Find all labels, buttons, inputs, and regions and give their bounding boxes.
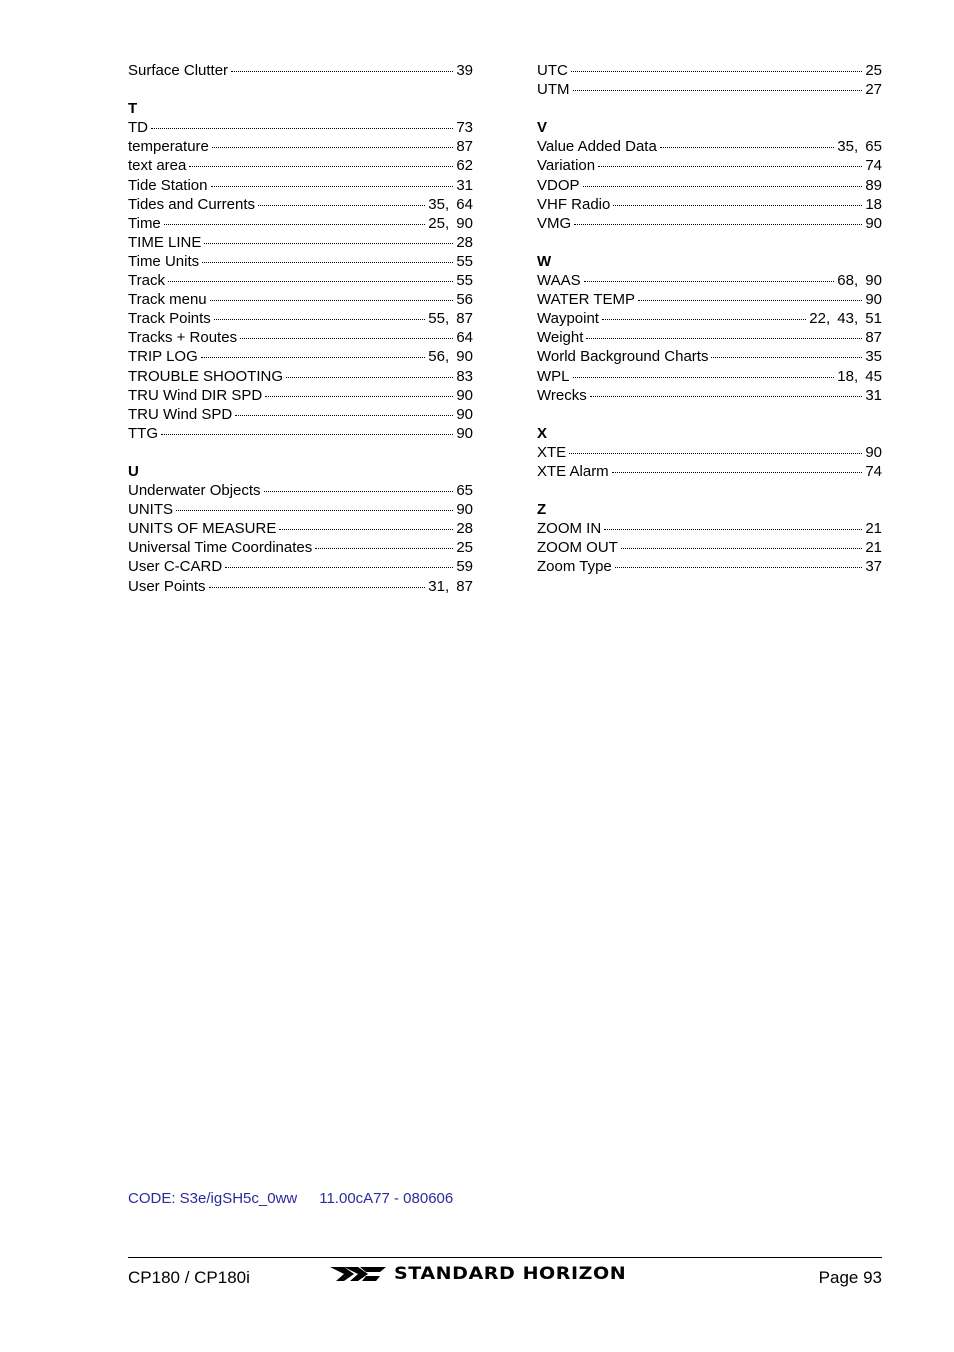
page-number: Page 93 bbox=[818, 1268, 882, 1287]
index-page-numbers: 55 bbox=[456, 272, 473, 290]
index-term: WAAS bbox=[537, 272, 581, 290]
index-page-numbers: 35, 64 bbox=[428, 195, 473, 213]
index-term: Time bbox=[128, 214, 161, 232]
dot-leader bbox=[204, 243, 453, 244]
index-page-numbers: 35, 65 bbox=[837, 138, 882, 156]
dot-leader bbox=[161, 434, 453, 435]
dot-leader bbox=[214, 319, 425, 320]
section-spacer bbox=[128, 80, 473, 99]
dot-leader bbox=[660, 147, 834, 148]
dot-leader bbox=[151, 128, 453, 129]
index-entry bbox=[537, 538, 882, 557]
index-term: Weight bbox=[537, 329, 584, 347]
index-section-letter: W bbox=[537, 252, 552, 270]
index-entry bbox=[128, 538, 473, 557]
index-page-numbers: 55 bbox=[456, 252, 473, 270]
index-page-numbers: 59 bbox=[456, 558, 473, 576]
index-term: VMG bbox=[537, 214, 572, 232]
index-term: Waypoint bbox=[537, 310, 599, 328]
index-page-numbers: 25 bbox=[456, 539, 473, 557]
index-entry bbox=[537, 309, 882, 328]
dot-leader bbox=[202, 262, 453, 263]
index-page-numbers: 21 bbox=[865, 539, 882, 557]
dot-leader bbox=[210, 300, 454, 301]
dot-leader bbox=[711, 357, 862, 358]
index-page-numbers: 31 bbox=[456, 176, 473, 194]
index-term: Tides and Currents bbox=[128, 195, 256, 213]
index-entry bbox=[537, 328, 882, 347]
section-spacer bbox=[537, 405, 882, 424]
index-term: Variation bbox=[537, 157, 596, 175]
dot-leader bbox=[240, 338, 453, 339]
index-page-numbers: 74 bbox=[865, 157, 882, 175]
index-entry bbox=[537, 462, 882, 481]
index-term: Track menu bbox=[128, 291, 207, 309]
index-page-numbers: 62 bbox=[456, 157, 473, 175]
index-term: Time Units bbox=[128, 252, 200, 270]
index-term: Value Added Data bbox=[537, 138, 657, 156]
index-page-numbers: 65 bbox=[456, 482, 473, 500]
dot-leader bbox=[168, 281, 453, 282]
index-term: UTC bbox=[537, 62, 568, 79]
index-entry bbox=[128, 386, 473, 405]
dot-leader bbox=[590, 396, 863, 397]
index-page-numbers: 90 bbox=[865, 214, 882, 232]
index-term: Track Points bbox=[128, 310, 211, 328]
index-page-numbers: 90 bbox=[456, 386, 473, 404]
index-entry bbox=[537, 386, 882, 405]
dot-leader bbox=[598, 166, 862, 167]
index-term: Track bbox=[128, 272, 165, 290]
dot-leader bbox=[621, 548, 862, 549]
dot-leader bbox=[573, 90, 863, 91]
index-column-right bbox=[537, 61, 882, 577]
index-section-letter: Z bbox=[537, 501, 547, 519]
index-page-numbers: 83 bbox=[456, 367, 473, 385]
index-page-numbers: 18 bbox=[865, 195, 882, 213]
index-term: Universal Time Coordinates bbox=[128, 539, 313, 557]
index-entry bbox=[537, 156, 882, 175]
dot-leader bbox=[584, 281, 835, 282]
index-term: VHF Radio bbox=[537, 195, 611, 213]
document-code-line bbox=[128, 1190, 453, 1207]
index-page-numbers: 90 bbox=[865, 443, 882, 461]
dot-leader bbox=[586, 338, 862, 339]
index-entry bbox=[128, 500, 473, 519]
section-spacer bbox=[537, 99, 882, 118]
brand-logo bbox=[330, 1264, 627, 1284]
index-entry bbox=[537, 290, 882, 309]
index-term: TRU Wind DIR SPD bbox=[128, 386, 263, 404]
index-term: Zoom Type bbox=[537, 558, 612, 576]
index-term: TRU Wind SPD bbox=[128, 405, 233, 423]
index-entry bbox=[128, 61, 473, 80]
index-page-numbers: 87 bbox=[456, 138, 473, 156]
dot-leader bbox=[164, 224, 426, 225]
section-spacer bbox=[537, 481, 882, 500]
dot-leader bbox=[602, 319, 806, 320]
index-term: TROUBLE SHOOTING bbox=[128, 367, 284, 385]
dot-leader bbox=[571, 71, 862, 72]
index-term: TTG bbox=[128, 424, 158, 442]
dot-leader bbox=[225, 567, 453, 568]
index-section-letter: T bbox=[128, 100, 138, 118]
index-page-numbers: 28 bbox=[456, 520, 473, 538]
index-page-numbers: 90 bbox=[865, 291, 882, 309]
brand-logo-text: STANDARD HORIZON bbox=[394, 1264, 627, 1284]
index-term: text area bbox=[128, 157, 187, 175]
index-entry bbox=[128, 557, 473, 576]
index-page-numbers: 90 bbox=[456, 405, 473, 423]
index-entry bbox=[537, 214, 882, 233]
index-page-numbers: 27 bbox=[865, 81, 882, 99]
index-term: ZOOM IN bbox=[537, 520, 602, 538]
index-term: temperature bbox=[128, 138, 209, 156]
index-page-numbers: 89 bbox=[865, 176, 882, 194]
index-term: UNITS OF MEASURE bbox=[128, 520, 277, 538]
index-page-numbers: 31 bbox=[865, 386, 882, 404]
dot-leader bbox=[189, 166, 453, 167]
dot-leader bbox=[209, 587, 426, 588]
index-entry bbox=[128, 252, 473, 271]
index-term: World Background Charts bbox=[537, 348, 709, 366]
index-term: XTE Alarm bbox=[537, 462, 609, 480]
index-term: User C-CARD bbox=[128, 558, 223, 576]
index-page-numbers: 74 bbox=[865, 462, 882, 480]
dot-leader bbox=[612, 472, 863, 473]
index-entry bbox=[537, 176, 882, 195]
index-page-numbers: 39 bbox=[456, 62, 473, 79]
footer-model: CP180 / CP180i bbox=[128, 1268, 250, 1287]
index-entry bbox=[128, 367, 473, 386]
index-entry bbox=[128, 424, 473, 443]
dot-leader bbox=[231, 71, 453, 72]
index-page-numbers: 56 bbox=[456, 291, 473, 309]
dot-leader bbox=[264, 491, 454, 492]
index-page-numbers: 22, 43, 51 bbox=[809, 310, 882, 328]
index-page-numbers: 18, 45 bbox=[837, 367, 882, 385]
index-entry bbox=[537, 519, 882, 538]
dot-leader bbox=[235, 415, 453, 416]
index-entry bbox=[128, 347, 473, 366]
index-page-numbers: 68, 90 bbox=[837, 272, 882, 290]
index-term: WATER TEMP bbox=[537, 291, 636, 309]
index-entry bbox=[128, 328, 473, 347]
index-entry bbox=[128, 481, 473, 500]
index-page-numbers: 37 bbox=[865, 558, 882, 576]
index-page-numbers: 25, 90 bbox=[428, 214, 473, 232]
index-entry bbox=[537, 195, 882, 214]
index-entry bbox=[128, 290, 473, 309]
index-term: TD bbox=[128, 119, 148, 137]
footer-divider bbox=[128, 1257, 882, 1258]
index-column-left bbox=[128, 61, 473, 596]
index-entry bbox=[537, 80, 882, 99]
dot-leader bbox=[569, 453, 862, 454]
dot-leader bbox=[211, 186, 454, 187]
index-page-numbers: 90 bbox=[456, 424, 473, 442]
index-section-letter: V bbox=[537, 119, 548, 137]
index-entry bbox=[128, 156, 473, 175]
dot-leader bbox=[176, 510, 453, 511]
index-entry bbox=[537, 271, 882, 290]
index-entry bbox=[128, 195, 473, 214]
index-entry bbox=[537, 137, 882, 156]
index-section-letter: X bbox=[537, 424, 548, 442]
index-term: User Points bbox=[128, 577, 206, 595]
brand-swoosh-icon bbox=[330, 1265, 386, 1283]
index-page-numbers: 35 bbox=[865, 348, 882, 366]
dot-leader bbox=[583, 186, 863, 187]
dot-leader bbox=[604, 529, 862, 530]
index-term: Tide Station bbox=[128, 176, 208, 194]
document-code: CODE: S3e/igSH5c_0ww bbox=[128, 1190, 298, 1207]
index-page-numbers: 73 bbox=[456, 119, 473, 137]
index-page-numbers: 90 bbox=[456, 501, 473, 519]
index-term: UNITS bbox=[128, 501, 173, 519]
dot-leader bbox=[265, 396, 453, 397]
dot-leader bbox=[638, 300, 862, 301]
index-term: Wrecks bbox=[537, 386, 587, 404]
index-entry bbox=[128, 577, 473, 596]
index-entry bbox=[537, 347, 882, 366]
document-revision: 11.00cA77 - 080606 bbox=[319, 1190, 454, 1207]
index-entry bbox=[128, 271, 473, 290]
dot-leader bbox=[573, 377, 835, 378]
index-page-numbers: 28 bbox=[456, 233, 473, 251]
index-entry bbox=[128, 137, 473, 156]
index-term: Underwater Objects bbox=[128, 482, 261, 500]
index-entry bbox=[128, 405, 473, 424]
index-entry bbox=[537, 61, 882, 80]
index-page-numbers: 31, 87 bbox=[428, 577, 473, 595]
index-term: TIME LINE bbox=[128, 233, 202, 251]
index-entry bbox=[537, 367, 882, 386]
index-term: WPL bbox=[537, 367, 570, 385]
index-page-numbers: 55, 87 bbox=[428, 310, 473, 328]
dot-leader bbox=[286, 377, 453, 378]
section-spacer bbox=[128, 443, 473, 462]
index-term: Surface Clutter bbox=[128, 62, 229, 79]
index-entry bbox=[128, 519, 473, 538]
index-term: Tracks + Routes bbox=[128, 329, 238, 347]
index-page-numbers: 25 bbox=[865, 62, 882, 79]
index-section-letter: U bbox=[128, 462, 139, 480]
index-entry bbox=[128, 309, 473, 328]
dot-leader bbox=[315, 548, 453, 549]
dot-leader bbox=[279, 529, 453, 530]
index-term: VDOP bbox=[537, 176, 580, 194]
index-term: TRIP LOG bbox=[128, 348, 198, 366]
dot-leader bbox=[201, 357, 426, 358]
index-entry bbox=[537, 557, 882, 576]
dot-leader bbox=[613, 205, 862, 206]
dot-leader bbox=[258, 205, 425, 206]
index-page-numbers: 21 bbox=[865, 520, 882, 538]
index-page-numbers: 64 bbox=[456, 329, 473, 347]
index-page-numbers: 87 bbox=[865, 329, 882, 347]
section-spacer bbox=[537, 233, 882, 252]
index-entry bbox=[128, 214, 473, 233]
index-term: UTM bbox=[537, 81, 570, 99]
index-entry bbox=[128, 176, 473, 195]
index-entry bbox=[537, 443, 882, 462]
index-entry bbox=[128, 233, 473, 252]
index-page-numbers: 56, 90 bbox=[428, 348, 473, 366]
index-term: XTE bbox=[537, 443, 567, 461]
index-term: ZOOM OUT bbox=[537, 539, 618, 557]
dot-leader bbox=[212, 147, 453, 148]
dot-leader bbox=[615, 567, 863, 568]
index-entry bbox=[128, 118, 473, 137]
dot-leader bbox=[574, 224, 862, 225]
